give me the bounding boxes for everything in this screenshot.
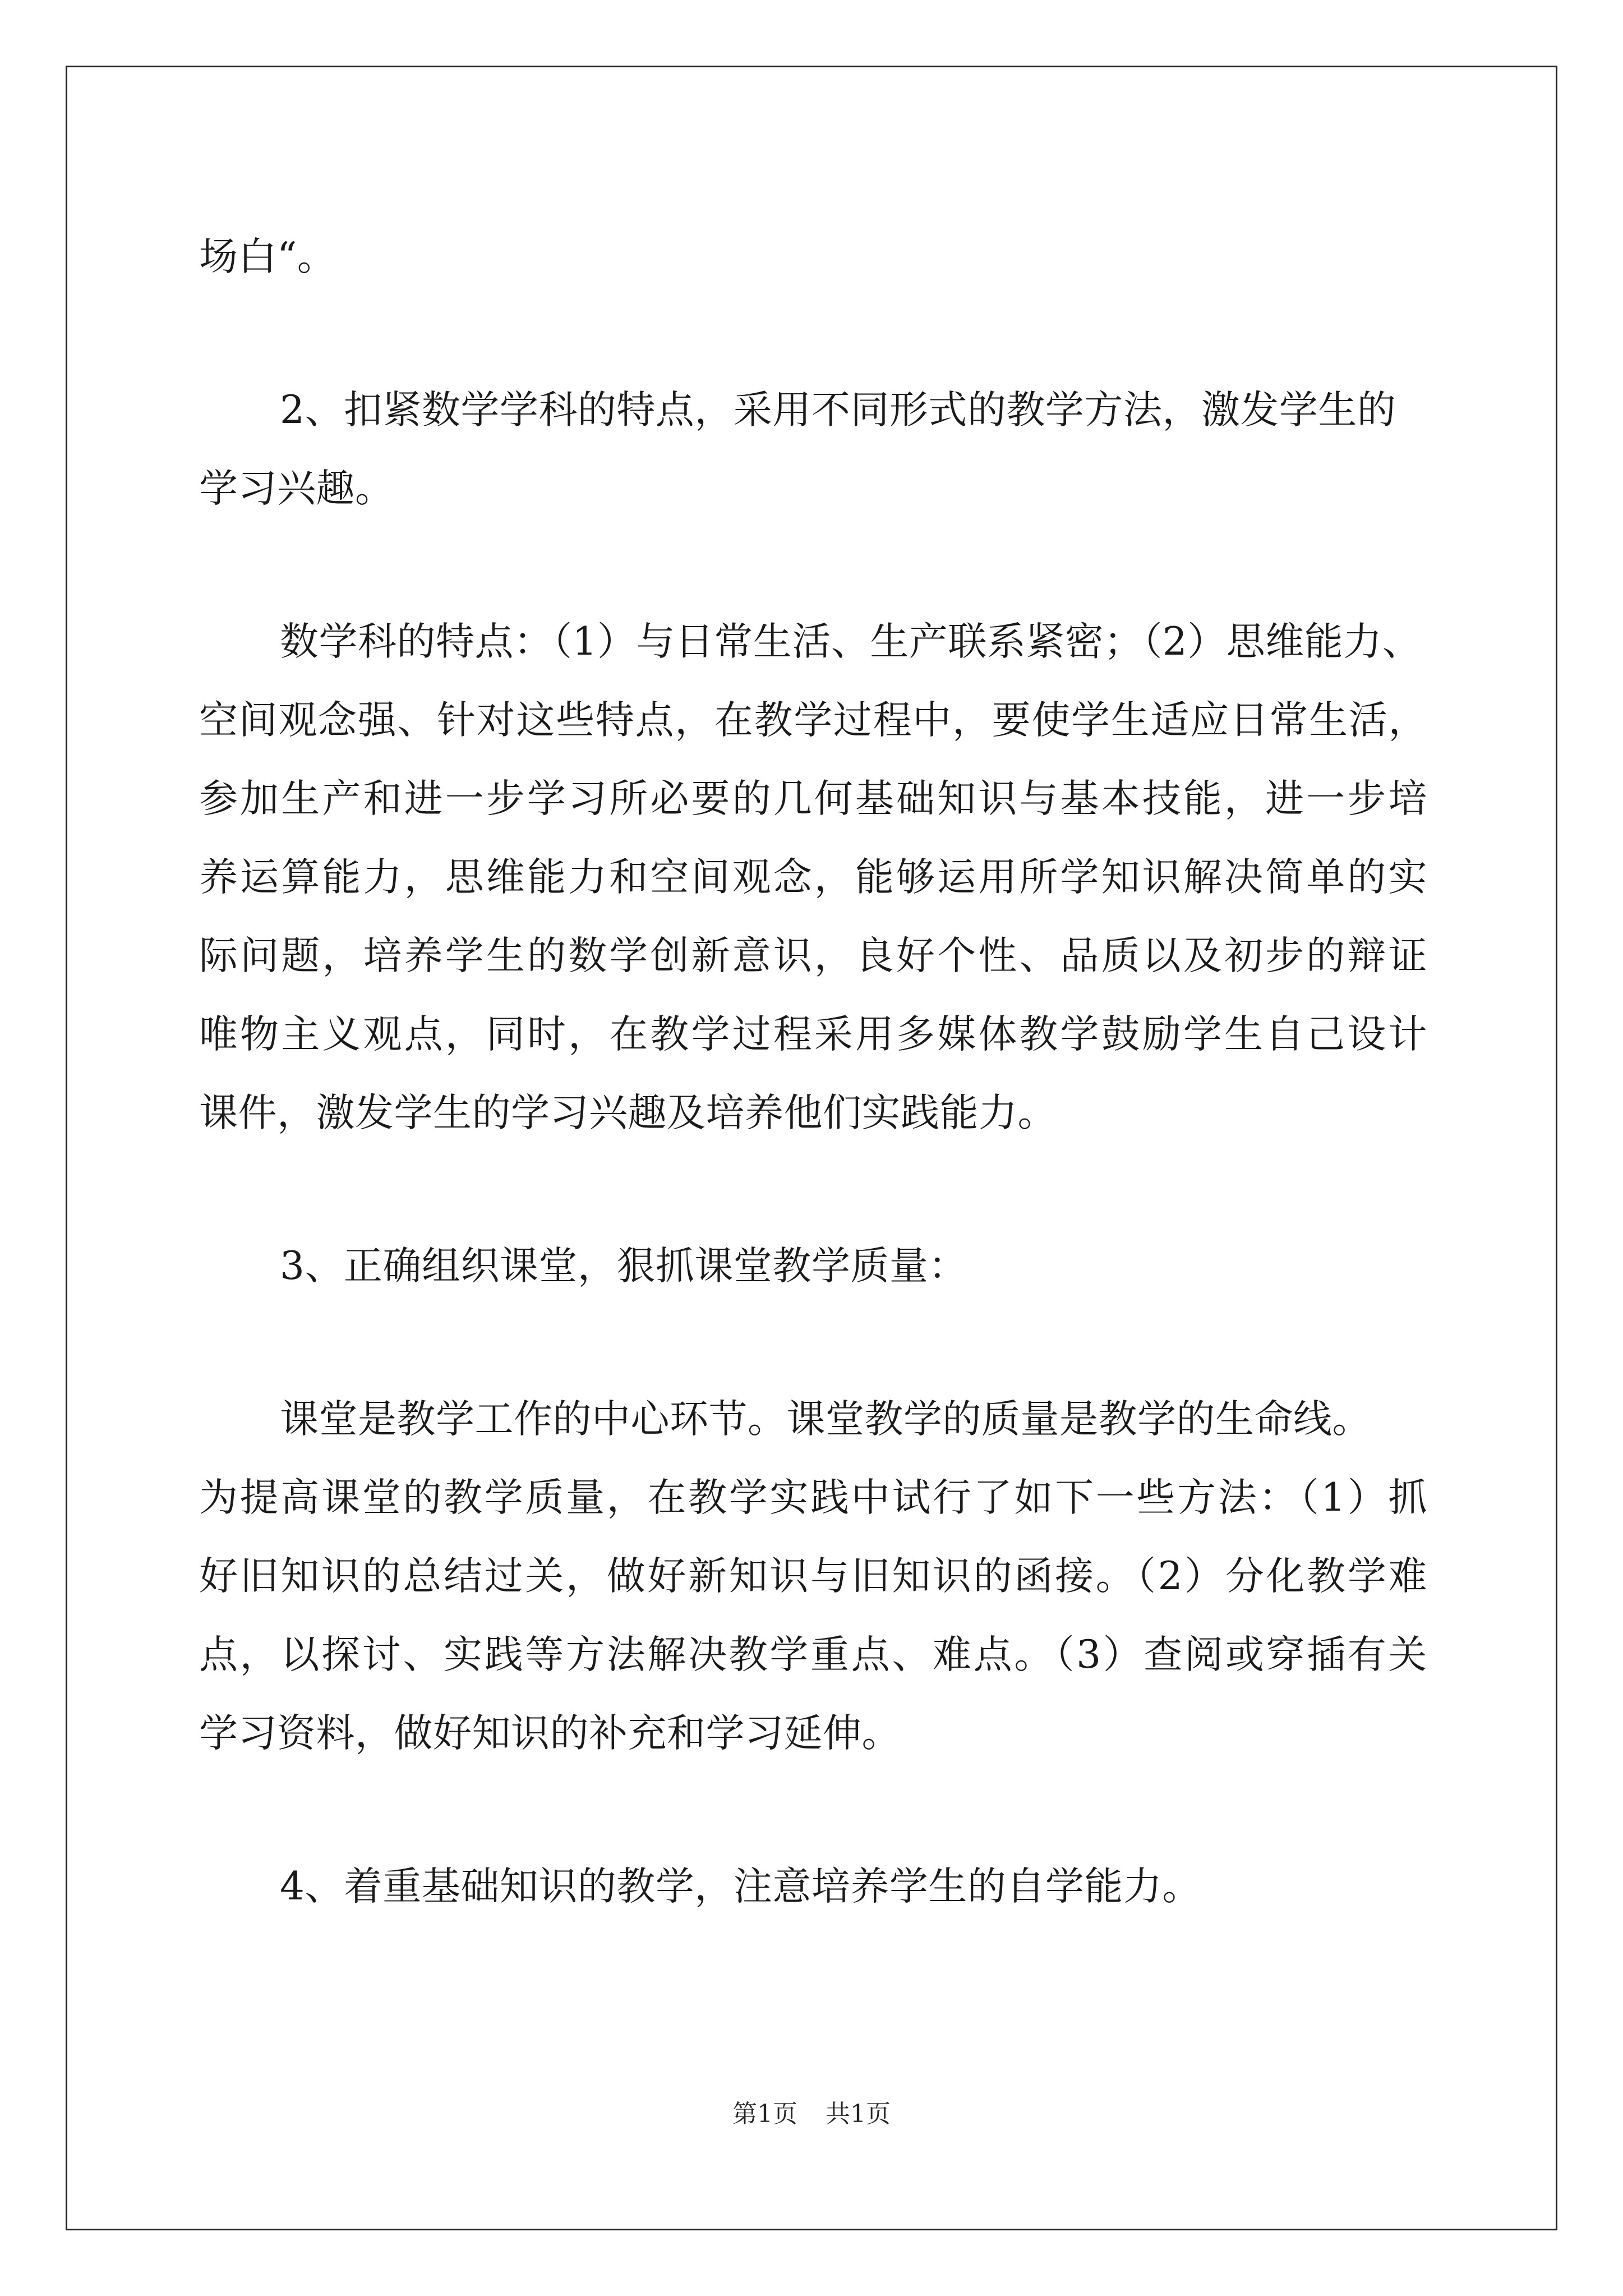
page-number: 第1页 (732, 2100, 797, 2128)
text-line: 为提高课堂的教学质量，在教学实践中试行了如下一些方法：（1）抓 (199, 1475, 1427, 1520)
text-line: 空间观念强、针对这些特点，在教学过程中，要使学生适应日常生活， (199, 698, 1427, 743)
page-footer (0, 2093, 1623, 2129)
text-line: 2、扣紧数学学科的特点，采用不同形式的教学方法，激发学生的 (280, 388, 1396, 432)
page-total: 共1页 (826, 2100, 891, 2128)
text-line: 际问题，培养学生的数学创新意识，良好个性、品质以及初步的辩证 (199, 933, 1427, 978)
text-line: 课堂是教学工作的中心环节。课堂教学的质量是教学的生命线。 (280, 1397, 1371, 1442)
text-line: 学习兴趣。 (199, 466, 394, 511)
document-body (199, 218, 1427, 1926)
text-line: 课件，激发学生的学习兴趣及培养他们实践能力。 (199, 1091, 1057, 1135)
text-line: 3、正确组织课堂，狠抓课堂教学质量： (280, 1244, 967, 1289)
text-line: 数学科的特点：（1）与日常生活、生产联系紧密；（2）思维能力、 (280, 619, 1422, 664)
text-line: 好旧知识的总结过关，做好新知识与旧知识的函接。（2）分化教学难 (199, 1554, 1427, 1599)
text-line: 养运算能力，思维能力和空间观念，能够运用所学知识解决简单的实 (199, 855, 1427, 900)
text-line: 点，以探讨、实践等方法解决教学重点、难点。（3）查阅或穿插有关 (199, 1632, 1427, 1677)
text-line: 4、着重基础知识的教学，注意培养学生的自学能力。 (280, 1864, 1201, 1909)
text-line: 场白“。 (199, 234, 336, 279)
text-line: 学习资料，做好知识的补充和学习延伸。 (199, 1711, 901, 1756)
text-line: 参加生产和进一步学习所必要的几何基础知识与基本技能，进一步培 (199, 776, 1427, 821)
text-line: 唯物主义观点，同时，在教学过程采用多媒体教学鼓励学生自己设计 (199, 1012, 1427, 1057)
